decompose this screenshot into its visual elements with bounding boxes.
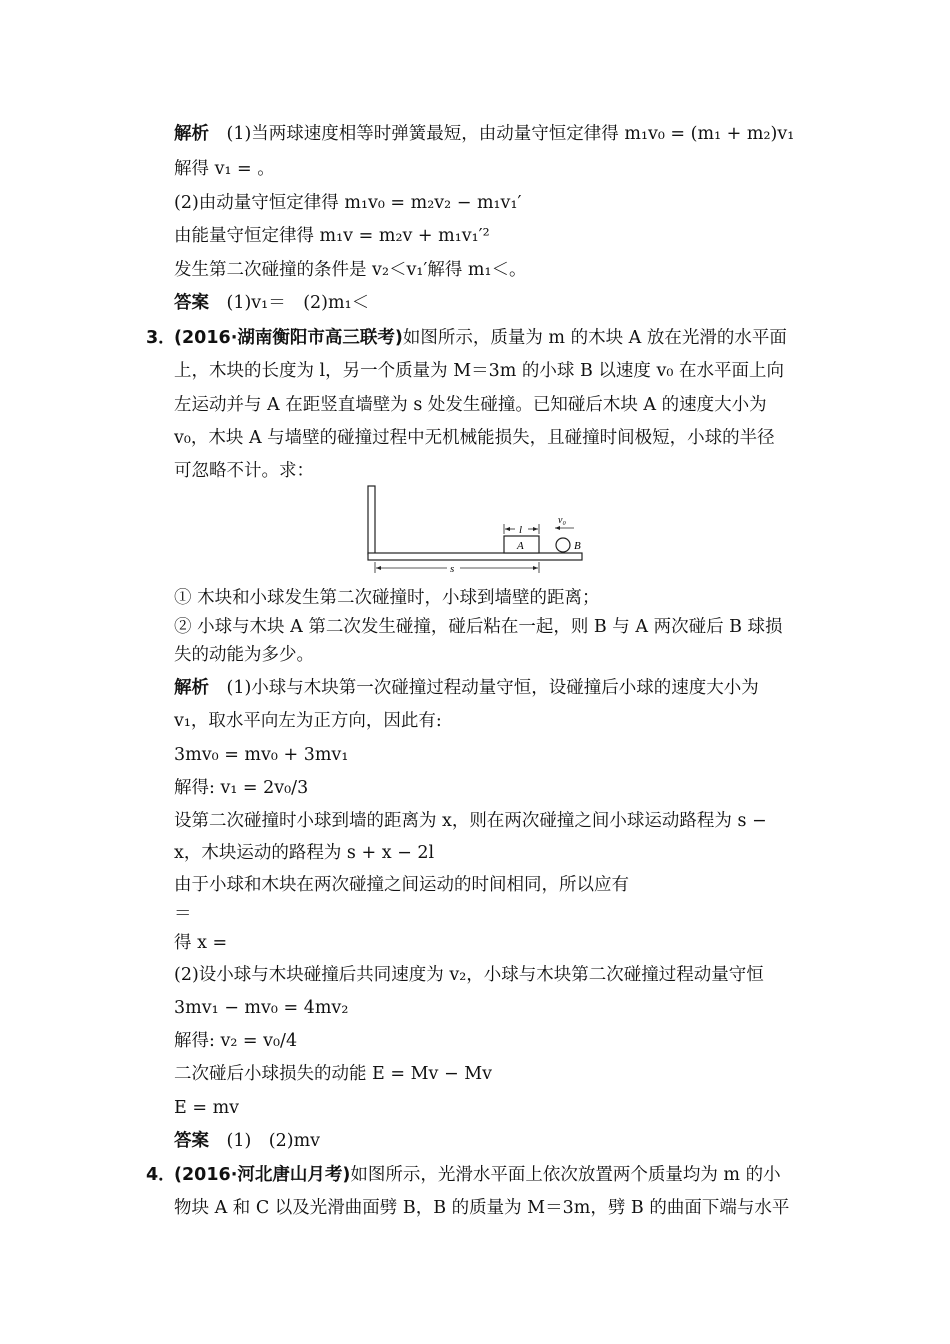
label-b: B [574, 540, 581, 552]
answer-label: 答案 [174, 293, 209, 313]
solution-label: 解析 [174, 678, 209, 698]
problem-3-line-1: (2016·湖南衡阳市高三联考)如图所示，质量为 m 的木块 A 放在光滑的水平面 [174, 328, 787, 348]
problem-3-source: (2016·湖南衡阳市高三联考) [174, 328, 403, 348]
solution-3-line-11: 3mv₁ − mv₀ = 4mv₂ [174, 998, 349, 1018]
solution-3-line-2: v₁，取水平向左为正方向，因此有: [174, 711, 442, 731]
problem-4-line-2: 物块 A 和 C 以及光滑曲面劈 B，B 的质量为 M＝3m，劈 B 的曲面下端与水平 [174, 1198, 790, 1218]
solution-2-line-1: 解析 (1)当两球速度相等时弹簧最短，由动量守恒定律得 m₁v₀ = (m₁ + m₂)v₁ [174, 124, 795, 144]
problem-3-line-4: v₀，木块 A 与墙壁的碰撞过程中无机械能损失，且碰撞时间极短，小球的半径 [174, 428, 775, 448]
solution-3-line-3: 3mv₀ = mv₀ + 3mv₁ [174, 745, 349, 765]
answer-label: 答案 [174, 1131, 209, 1151]
question-1: ① 木块和小球发生第二次碰撞时，小球到墙壁的距离； [174, 588, 600, 608]
problem-3-line-3: 左运动并与 A 在距竖直墙壁为 s 处发生碰撞。已知碰后木块 A 的速度大小为 [174, 395, 767, 415]
problem-4-source: (2016·河北唐山月考) [174, 1165, 351, 1185]
solution-label: 解析 [174, 124, 209, 144]
solution-2-line-4: 由能量守恒定律得 m₁v = m₂v + m₁v₁′² [174, 226, 490, 246]
problem-4-line-1: (2016·河北唐山月考)如图所示，光滑水平面上依次放置两个质量均为 m 的小 [174, 1165, 781, 1185]
question-2-line-2: 失的动能为多少。 [174, 645, 314, 665]
solution-3-line-9: 得 x = [174, 933, 228, 953]
solution-2-line-2: 解得 v₁ = 。 [174, 159, 275, 179]
answer-3: 答案 (1) (2)mv [174, 1131, 321, 1151]
label-v0: v₀ [558, 515, 566, 526]
question-2-line-1: ② 小球与木块 A 第二次发生碰撞，碰后粘在一起，则 B 与 A 两次碰后 B 球损 [174, 617, 783, 637]
solution-3-line-13: 二次碰后小球损失的动能 E = Mv − Mv [174, 1064, 493, 1084]
solution-3-line-10: (2)设小球与木块碰撞后共同速度为 v₂，小球与木块第二次碰撞过程动量守恒 [174, 965, 764, 985]
label-a: A [517, 540, 524, 552]
label-l: l [519, 524, 523, 536]
solution-3-line-14: E = mv [174, 1098, 240, 1118]
solution-3-line-6: x，木块运动的路程为 s + x − 2l [174, 843, 435, 863]
ball-b [556, 538, 570, 552]
problem-3-number: 3． [146, 328, 176, 348]
answer-2: 答案 (1)v₁＝ (2)m₁＜ [174, 293, 370, 313]
label-s: s [450, 563, 455, 575]
wall-block-ball-figure [362, 480, 592, 578]
solution-2-line-5: 发生第二次碰撞的条件是 v₂＜v₁′解得 m₁＜。 [174, 260, 527, 280]
vertical-wall [368, 486, 375, 554]
solution-3-line-8: ＝ [174, 904, 192, 924]
problem-4-number: 4． [146, 1165, 176, 1185]
horizontal-floor [368, 553, 582, 560]
solution-3-line-4: 解得: v₁ = 2v₀/3 [174, 778, 309, 798]
solution-3-line-1: 解析 (1)小球与木块第一次碰撞过程动量守恒，设碰撞后小球的速度大小为 [174, 678, 759, 698]
solution-3-line-5: 设第二次碰撞时小球到墙的距离为 x，则在两次碰撞之间小球运动路程为 s − [174, 811, 767, 831]
problem-3-line-5: 可忽略不计。求： [174, 461, 314, 481]
solution-2-line-3: (2)由动量守恒定律得 m₁v₀ = m₂v₂ − m₁v₁′ [174, 193, 522, 213]
solution-3-line-7: 由于小球和木块在两次碰撞之间运动的时间相同，所以应有 [174, 875, 629, 895]
solution-3-line-12: 解得: v₂ = v₀/4 [174, 1031, 298, 1051]
problem-3-line-2: 上，木块的长度为 l，另一个质量为 M＝3m 的小球 B 以速度 v₀ 在水平面上向 [174, 361, 784, 381]
